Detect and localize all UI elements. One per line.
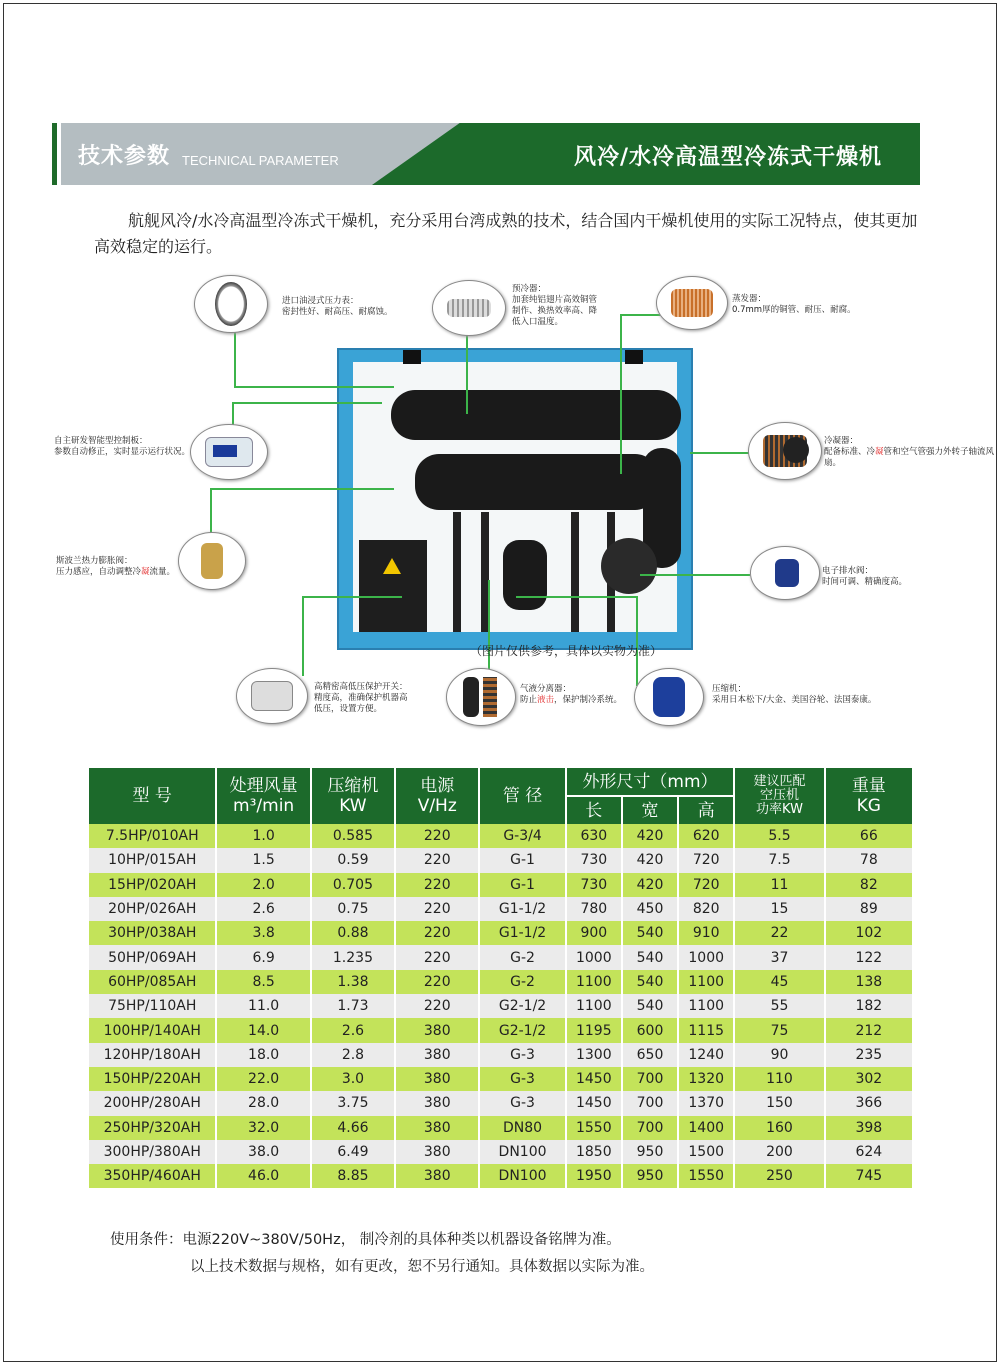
table-cell: 420 [623, 824, 679, 848]
evaporator-callout: 蒸发器： 0.7mm厚的铜管、耐压、耐腐。 [732, 294, 856, 315]
table-cell: 540 [623, 970, 679, 994]
table-cell: 1240 [679, 1043, 735, 1067]
compressor-thumbnail [634, 668, 704, 726]
controller-thumbnail [190, 424, 268, 480]
separator-thumbnail [446, 668, 516, 726]
table-cell: 1.0 [217, 824, 311, 848]
table-cell: 1950 [567, 1164, 623, 1188]
table-cell: DN80 [480, 1116, 566, 1140]
table-cell: 89 [826, 897, 912, 921]
table-cell: 160 [735, 1116, 825, 1140]
condenser-thumbnail [748, 422, 822, 480]
table-cell: 366 [826, 1091, 912, 1115]
header-title-en: TECHNICAL PARAMETER [182, 153, 339, 168]
spec-table-body [89, 824, 912, 1188]
table-cell: 0.75 [312, 897, 396, 921]
table-cell: 6.9 [217, 945, 311, 969]
table-row [89, 1067, 912, 1091]
table-cell: 22.0 [217, 1067, 311, 1091]
table-cell: G-1 [480, 873, 566, 897]
table-cell: G-3 [480, 1043, 566, 1067]
table-cell: 110 [735, 1067, 825, 1091]
table-cell: 220 [396, 945, 480, 969]
table-cell: 1300 [567, 1043, 623, 1067]
table-cell: G2-1/2 [480, 994, 566, 1018]
table-cell: 1195 [567, 1018, 623, 1042]
table-cell: 1850 [567, 1140, 623, 1164]
table-cell: 700 [623, 1091, 679, 1115]
table-cell: 18.0 [217, 1043, 311, 1067]
table-cell: 420 [623, 873, 679, 897]
table-cell: G1-1/2 [480, 921, 566, 945]
table-cell: 3.8 [217, 921, 311, 945]
table-cell: 720 [679, 873, 735, 897]
gauge-callout: 进口油浸式压力表： 密封性好、耐高压、耐腐蚀。 [282, 296, 393, 317]
table-cell: 235 [826, 1043, 912, 1067]
usage-conditions: 使用条件：电源220V~380V/50Hz， 制冷剂的具体种类以机器设备铭牌为准。 [110, 1232, 621, 1248]
table-cell: 730 [567, 873, 623, 897]
condenser-callout: 冷凝器： 配备标准、冷凝管和空气管强力外转子轴流风扇。 [824, 436, 995, 468]
table-cell: 1000 [567, 945, 623, 969]
table-cell: 398 [826, 1116, 912, 1140]
table-cell: 220 [396, 994, 480, 1018]
table-cell: 75HP/110AH [89, 994, 217, 1018]
table-cell: 14.0 [217, 1018, 311, 1042]
table-row [89, 897, 912, 921]
col-weight: 重量 KG [826, 768, 912, 824]
table-cell: 420 [623, 848, 679, 872]
table-cell: 540 [623, 921, 679, 945]
table-row [89, 824, 912, 848]
product-title: 风冷/水冷高温型冷冻式干燥机 [573, 145, 882, 170]
table-cell: 380 [396, 1164, 480, 1188]
precooler-thumbnail [432, 280, 506, 336]
header-title-cn: 技术参数 [78, 144, 171, 169]
table-cell: 630 [567, 824, 623, 848]
image-caption: （图片仅供参考，具体以实物为准） [470, 644, 663, 658]
col-power: 压缩机 KW [312, 768, 396, 824]
table-cell: 540 [623, 994, 679, 1018]
table-row [89, 1091, 912, 1115]
table-cell: 1100 [679, 970, 735, 994]
table-row [89, 848, 912, 872]
table-cell: G-3 [480, 1067, 566, 1091]
table-cell: 15HP/020AH [89, 873, 217, 897]
table-cell: DN100 [480, 1140, 566, 1164]
table-cell: 350HP/460AH [89, 1164, 217, 1188]
expansion-valve-callout: 斯波兰热力膨胀阀： 压力感应，自动调整冷凝流量。 [56, 556, 176, 577]
table-cell: 11 [735, 873, 825, 897]
table-cell: 700 [623, 1067, 679, 1091]
compressor-callout: 压缩机： 采用日本松下/大金、美国谷轮、法国泰康。 [712, 684, 877, 705]
table-cell: 5.5 [735, 824, 825, 848]
table-cell: 302 [826, 1067, 912, 1091]
table-cell: 1450 [567, 1091, 623, 1115]
table-cell: 138 [826, 970, 912, 994]
table-cell: 2.0 [217, 873, 311, 897]
precooler-callout: 预冷器： 加套纯铝翅片高效铜管制作、换热效率高、降低入口温度。 [512, 284, 598, 327]
table-cell: 0.59 [312, 848, 396, 872]
pressure-switch-thumbnail [236, 668, 308, 724]
machine-interior [353, 362, 677, 632]
table-cell: 950 [623, 1164, 679, 1188]
table-cell: 2.6 [217, 897, 311, 921]
table-cell: 82 [826, 873, 912, 897]
table-cell: 380 [396, 1116, 480, 1140]
table-cell: 1400 [679, 1116, 735, 1140]
table-cell: 30HP/038AH [89, 921, 217, 945]
table-cell: G-1 [480, 848, 566, 872]
table-row [89, 1140, 912, 1164]
table-cell: 1370 [679, 1091, 735, 1115]
table-cell: 150 [735, 1091, 825, 1115]
table-row [89, 970, 912, 994]
table-cell: 120HP/180AH [89, 1043, 217, 1067]
table-cell: 3.75 [312, 1091, 396, 1115]
table-cell: 78 [826, 848, 912, 872]
table-cell: 8.5 [217, 970, 311, 994]
table-cell: 910 [679, 921, 735, 945]
table-cell: G-2 [480, 945, 566, 969]
drain-valve-callout: 电子排水阀： 时间可调、精确度高。 [822, 566, 908, 587]
col-air-comp: 建议匹配 空压机 功率KW [735, 768, 825, 824]
table-cell: 2.8 [312, 1043, 396, 1067]
section-header [52, 123, 920, 185]
table-cell: 122 [826, 945, 912, 969]
evaporator-thumbnail [656, 276, 728, 330]
table-row [89, 1018, 912, 1042]
table-cell: 624 [826, 1140, 912, 1164]
table-cell: 212 [826, 1018, 912, 1042]
table-cell: 540 [623, 945, 679, 969]
table-cell: 7.5HP/010AH [89, 824, 217, 848]
table-cell: 0.585 [312, 824, 396, 848]
table-cell: 380 [396, 1043, 480, 1067]
table-cell: 55 [735, 994, 825, 1018]
table-cell: 250 [735, 1164, 825, 1188]
table-cell: 7.5 [735, 848, 825, 872]
table-cell: G-2 [480, 970, 566, 994]
col-model: 型 号 [89, 768, 217, 824]
table-cell: 38.0 [217, 1140, 311, 1164]
table-cell: 600 [623, 1018, 679, 1042]
table-cell: 450 [623, 897, 679, 921]
table-cell: 1320 [679, 1067, 735, 1091]
table-cell: 900 [567, 921, 623, 945]
table-cell: 6.49 [312, 1140, 396, 1164]
table-cell: 780 [567, 897, 623, 921]
table-cell: 10HP/015AH [89, 848, 217, 872]
table-cell: 46.0 [217, 1164, 311, 1188]
disclaimer: 以上技术数据与规格，如有更改，恕不另行通知。具体数据以实际为准。 [190, 1259, 654, 1275]
pressure-switch-callout: 高精密高低压保护开关： 精度高，准确保护机器高低压，设置方便。 [314, 682, 408, 714]
table-cell: 102 [826, 921, 912, 945]
col-pipe: 管 径 [480, 768, 566, 824]
table-cell: 4.66 [312, 1116, 396, 1140]
table-cell: 220 [396, 873, 480, 897]
table-cell: G2-1/2 [480, 1018, 566, 1042]
drain-valve-thumbnail [750, 546, 820, 600]
table-cell: G1-1/2 [480, 897, 566, 921]
table-cell: 300HP/380AH [89, 1140, 217, 1164]
col-width: 宽 [623, 797, 679, 824]
table-row [89, 1164, 912, 1188]
table-cell: 66 [826, 824, 912, 848]
controller-callout: 自主研发智能型控制板： 参数自动修正，实时显示运行状况。 [54, 436, 191, 457]
col-flow: 处理风量 m³/min [217, 768, 311, 824]
table-cell: 745 [826, 1164, 912, 1188]
table-cell: 100HP/140AH [89, 1018, 217, 1042]
table-cell: 380 [396, 1018, 480, 1042]
table-cell: 150HP/220AH [89, 1067, 217, 1091]
spec-table [89, 768, 912, 1188]
table-cell: 1100 [567, 994, 623, 1018]
table-cell: 11.0 [217, 994, 311, 1018]
table-cell: 3.0 [312, 1067, 396, 1091]
table-cell: 60HP/085AH [89, 970, 217, 994]
table-cell: 700 [623, 1116, 679, 1140]
table-cell: 220 [396, 824, 480, 848]
table-cell: 37 [735, 945, 825, 969]
table-row [89, 1043, 912, 1067]
table-cell: 1550 [679, 1164, 735, 1188]
table-cell: 1450 [567, 1067, 623, 1091]
table-row [89, 1116, 912, 1140]
col-height: 高 [679, 797, 735, 824]
table-cell: DN100 [480, 1164, 566, 1188]
header-accent-bar [52, 123, 57, 185]
table-cell: 182 [826, 994, 912, 1018]
table-cell: 200 [735, 1140, 825, 1164]
expansion-valve-thumbnail [178, 532, 246, 590]
table-cell: 15 [735, 897, 825, 921]
table-cell: 20HP/026AH [89, 897, 217, 921]
table-cell: 950 [623, 1140, 679, 1164]
table-cell: 820 [679, 897, 735, 921]
table-cell: 8.85 [312, 1164, 396, 1188]
table-row [89, 873, 912, 897]
table-cell: 90 [735, 1043, 825, 1067]
table-cell: G-3 [480, 1091, 566, 1115]
table-cell: 45 [735, 970, 825, 994]
table-cell: 650 [623, 1043, 679, 1067]
table-cell: 1100 [567, 970, 623, 994]
table-cell: 1550 [567, 1116, 623, 1140]
col-dims: 外形尺寸（mm） [567, 768, 736, 797]
intro-paragraph: 航舰风冷/水冷高温型冷冻式干燥机，充分采用台湾成熟的技术，结合国内干燥机使用的实际工况特点，使其更加高效稳定的运行。 [94, 211, 918, 256]
table-cell: G-3/4 [480, 824, 566, 848]
table-cell: 32.0 [217, 1116, 311, 1140]
table-cell: 1.38 [312, 970, 396, 994]
table-cell: 220 [396, 921, 480, 945]
table-cell: 730 [567, 848, 623, 872]
table-cell: 0.705 [312, 873, 396, 897]
table-cell: 2.6 [312, 1018, 396, 1042]
table-cell: 1.235 [312, 945, 396, 969]
table-cell: 0.88 [312, 921, 396, 945]
table-cell: 1.5 [217, 848, 311, 872]
gauge-thumbnail [194, 275, 268, 333]
table-cell: 720 [679, 848, 735, 872]
table-cell: 200HP/280AH [89, 1091, 217, 1115]
table-cell: 220 [396, 897, 480, 921]
table-row [89, 921, 912, 945]
col-supply: 电源 V/Hz [396, 768, 480, 824]
table-cell: 22 [735, 921, 825, 945]
table-cell: 1.73 [312, 994, 396, 1018]
table-row [89, 994, 912, 1018]
separator-callout: 气液分离器： 防止液击，保护制冷系统。 [520, 684, 623, 705]
dryer-machine-illustration [337, 348, 693, 650]
table-cell: 1115 [679, 1018, 735, 1042]
table-cell: 50HP/069AH [89, 945, 217, 969]
usage-notes [110, 1227, 654, 1281]
table-cell: 1500 [679, 1140, 735, 1164]
table-row [89, 945, 912, 969]
table-cell: 1100 [679, 994, 735, 1018]
table-cell: 620 [679, 824, 735, 848]
table-cell: 380 [396, 1067, 480, 1091]
table-cell: 220 [396, 848, 480, 872]
table-cell: 380 [396, 1091, 480, 1115]
table-cell: 28.0 [217, 1091, 311, 1115]
table-cell: 380 [396, 1140, 480, 1164]
col-length: 长 [567, 797, 623, 824]
table-cell: 250HP/320AH [89, 1116, 217, 1140]
table-cell: 220 [396, 970, 480, 994]
table-cell: 1000 [679, 945, 735, 969]
table-cell: 75 [735, 1018, 825, 1042]
